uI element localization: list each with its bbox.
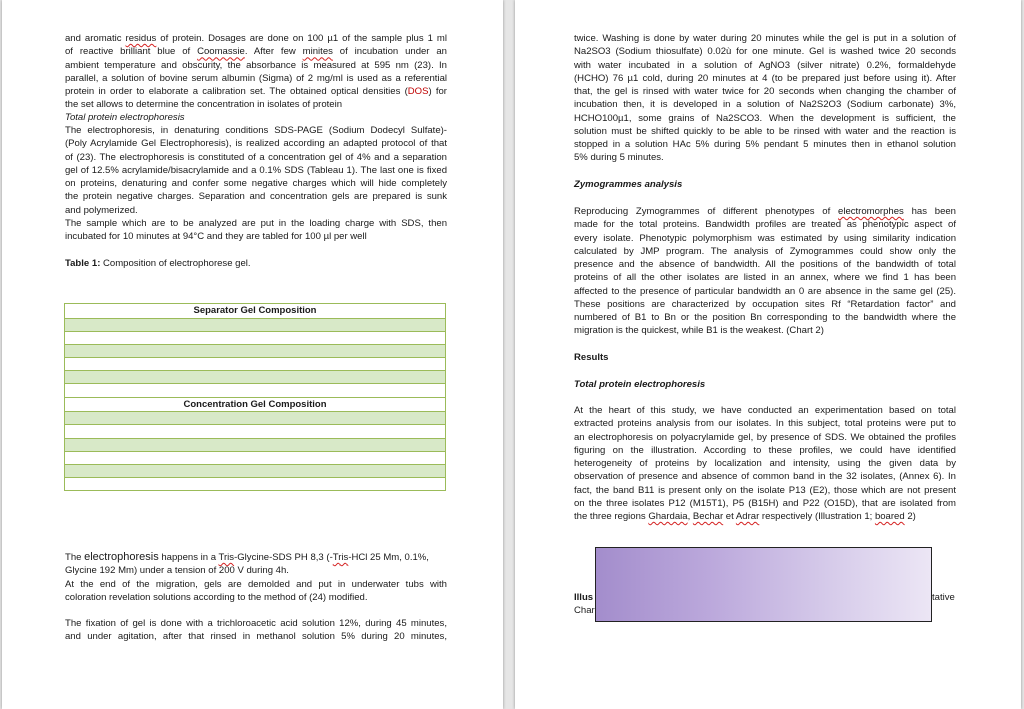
text-line: made for the total proteins. Bandwidth profiles are treated as phenotypic aspect of	[574, 219, 956, 231]
gel-illustration-image[interactable]	[595, 547, 932, 622]
document-page-left	[2, 0, 503, 709]
concentration-gel-header: Concentration Gel Composition	[65, 397, 446, 412]
table-caption-text: Composition of electrophorese gel.	[100, 258, 251, 269]
text-line: At the end of the migration, gels are demolded and put in underwater tubs with	[65, 578, 447, 590]
text-line: presence and the absence of bandwidth. All the positions of the bandwidth of total	[574, 259, 956, 270]
paragraph-migration	[65, 551, 447, 604]
text-line: and under agitation, after that rinsed in methanol solution 5% during 20 minutes,	[65, 631, 447, 643]
text-line: gel of 12.5% acrylamide/bisacrylamide and a 0.1% SDS (Tableau 1). The last one is fixed	[65, 164, 447, 176]
heading-total-protein-results: Total protein electrophoresis	[574, 379, 706, 390]
text-line: HCHO100µ1, some grains of Na2SCO3. When the development is sufficient, the	[574, 112, 956, 124]
table-cell	[65, 412, 446, 425]
table-caption-label: Table 1:	[65, 258, 101, 269]
paragraph-zymogrammes	[574, 205, 956, 338]
paragraph-washing	[574, 32, 956, 165]
misspelled-word[interactable]: Tris	[218, 552, 235, 563]
gel-composition-table	[64, 303, 446, 491]
table-cell	[65, 371, 446, 384]
text-line: At the heart of this study, we have conducted an experimentation based on total	[574, 405, 956, 416]
table-cell	[65, 331, 446, 344]
misspelled-word[interactable]: Coomassie	[197, 46, 245, 58]
text-line: of (23). The electrophoresis is constituted of a concentration gel of 4% and a separation	[65, 151, 447, 163]
text-line: parallel, a solution of bovine serum albumin (Sigma) of 2 mg/ml is used as a referential	[65, 72, 447, 84]
text-line: of reactive brilliant blue of Coomassie. After few minites of incubation under an	[65, 46, 447, 58]
text-line: Glycine 192 Mm) under a tension of 200 V during 4h.	[65, 565, 289, 577]
text-line: The fixation of gel is done with a trichloroacetic acid solution 12%, during 45 minutes,	[65, 618, 447, 629]
text-line: The electrophoresis happens in a Tris-Glycine-SDS PH 8,3 (-Tris-HCl 25 Mm, 0.1%,	[65, 551, 429, 563]
text-line: the three regions Ghardaia, Bechar et Adrar respectively (Illustration 1; boared 2)	[574, 511, 916, 522]
document-page-right	[515, 0, 1021, 709]
table-cell	[65, 425, 446, 438]
separator-gel-header: Separator Gel Composition	[65, 304, 446, 319]
table-cell	[65, 318, 446, 331]
misspelled-word[interactable]: electromorphes	[838, 206, 904, 217]
text-line: The sample which are to be analyzed are put in the loading charge with SDS, then	[65, 218, 447, 229]
paragraph-sample	[65, 217, 447, 244]
text-line: These positions are characterized by occupation sites Rf “Retardation factor” and	[574, 298, 956, 310]
table-cell	[65, 478, 446, 491]
caption-fragment: Illus	[574, 592, 594, 603]
text-line: with water incubated in a solution of AgNO3 (silver nitrate) 0.2%, formaldehyde	[574, 59, 956, 71]
heading-zymogrammes: Zymogrammes analysis	[574, 179, 683, 190]
text-line: on proteins, denaturing and confer some negative charges which will hide completely	[65, 178, 447, 189]
text-line: and aromatic residus of protein. Dosages are done on 100 µ1 of the sample plus 1 ml	[65, 33, 448, 44]
paragraph-electrophoresis	[65, 124, 447, 217]
text-line: numbered of B1 to Bn or the position Bn corresponding to the bandwidth where the	[574, 312, 956, 323]
text-line: that, the gel is rinsed with water twice for 20 seconds when changing the chamber of	[574, 86, 956, 97]
text-line: (HCHO) 76 µ1 cold, during 20 minutes at 4 (to be prepared just before using it). After	[574, 72, 956, 84]
caption-fragment: Char	[574, 605, 595, 616]
table-cell	[65, 438, 446, 451]
table-cell	[65, 358, 446, 371]
misspelled-word[interactable]: residus	[125, 33, 157, 44]
text-line: observation of presence and absence of common band in the 32 isolates, (Annex 6). In	[574, 471, 956, 483]
text-line: migration is the quickest, while B1 is the weakest. (Chart 2)	[574, 325, 824, 337]
table-cell	[65, 464, 446, 477]
text-line: incubated for 10 minutes at 94°C and they are tabled for 100 µl per well	[65, 231, 367, 243]
text-line: and polymerized.	[65, 204, 138, 216]
misspelled-word[interactable]: Tris	[332, 552, 349, 563]
paragraph-fixation	[65, 617, 447, 644]
table-cell	[65, 451, 446, 464]
heading-results: Results	[574, 352, 609, 363]
text-line: affected to the presence of particular bandwidth an 0 are absence in the same gel (25).	[574, 285, 956, 297]
misspelled-word[interactable]: minites	[302, 46, 333, 58]
paragraph-results	[574, 404, 956, 523]
text-line: on the three isolates P12 (M15T1), P5 (B15H) and P22 (O15D), that are isolated from	[574, 497, 956, 509]
text-line: stopped in a solution HAc 5% during 5% pendant 5 minutes then in ethanol solution	[574, 139, 956, 150]
text-line: The electrophoresis, in denaturing conditions SDS-PAGE (Sodium Dodecyl Sulfate)-	[65, 125, 447, 136]
text-line: the protein negative charges. Separation and concentration gels are prepared is sunk	[65, 191, 447, 203]
misspelled-word[interactable]: boared	[874, 511, 905, 522]
text-line: proteins of all the other isolates are listed in an annex, where we find 1 has been	[574, 272, 956, 284]
table-caption	[65, 257, 251, 270]
text-line: ambient temperature and obscurity, the absorbance is measured at 595 nm (23). In	[65, 59, 447, 71]
text-line: every isolate. Phenotypic polymorphism was estimated by using similarity indication	[574, 232, 956, 244]
text-line: heterogeneity of proteins by localization and intensity, using the given data by	[574, 458, 956, 469]
text-line: solution must be shifted quickly to be able to be rinsed with water and the reaction is	[574, 125, 956, 137]
caption-fragment: tative	[932, 592, 955, 603]
text-line: the set allows to determine the concentration in isolates of protein	[65, 99, 343, 111]
table-cell	[65, 384, 446, 397]
highlighted-abbrev: DOS	[407, 86, 429, 97]
text-line: coloration revelation solutions according to the method of (24) modified.	[65, 591, 368, 603]
text-line: Reproducing Zymogrammes of different phenotypes of electromorphes has been	[574, 206, 956, 217]
text-line: extracted proteins analysis from our isolates. In this subject, total proteins were put to	[574, 418, 956, 430]
text-line: incubation then, it is developed in a solution of Na2S2O3 (Sodium carbonate) 3%,	[574, 99, 956, 111]
text-line: fact, the band B11 is present only on the isolate P13 (E2), those which are not present	[574, 484, 956, 496]
paragraph-dosage	[65, 32, 447, 112]
emphasized-word: electrophoresis	[84, 551, 159, 563]
heading-total-protein: Total protein electrophoresis	[65, 112, 185, 123]
text-line: (Poly Acrylamide Gel Electrophoresis), is realized according an adapted protocol of that	[65, 138, 447, 150]
text-line: figuring on the illustration. According to these profiles, we could have identified	[574, 444, 956, 456]
text-line: 5% during 5 minutes.	[574, 152, 664, 164]
table-cell	[65, 344, 446, 357]
misspelled-word[interactable]: Adrar	[735, 511, 760, 522]
text-line: Na2SO3 (Sodium thiosulfate) 0.02ù for one minute. Gel is washed twice 20 seconds	[574, 46, 956, 58]
misspelled-word[interactable]: Ghardaia	[648, 511, 688, 522]
text-line: calculated by JMP program. The analysis of Zymogrammes could show only the	[574, 245, 956, 257]
misspelled-word[interactable]: Bechar	[692, 511, 724, 522]
text-line: an electrophoresis on polyacrylamide gel, by presence of SDS. We obtained the profiles	[574, 431, 956, 443]
text-line: protein in order to elaborate a calibration set. The obtained optical densities (DOS) for	[65, 86, 447, 97]
text-line: twice. Washing is done by water during 20 minutes while the gel is put in a solution of	[574, 33, 956, 44]
